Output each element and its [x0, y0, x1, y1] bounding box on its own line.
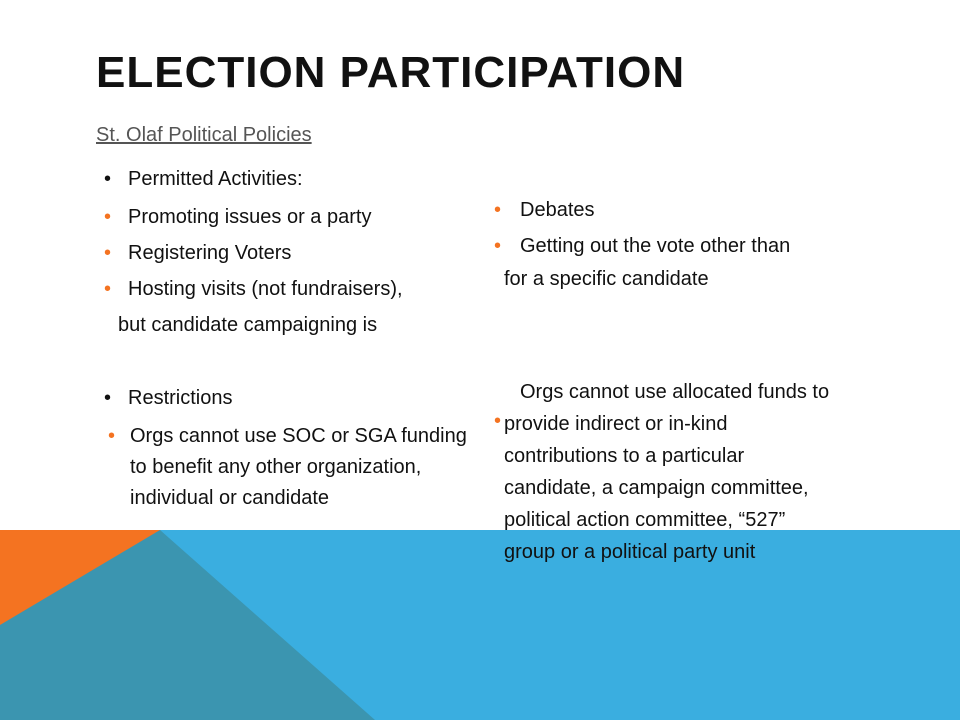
bullet-icon: •	[104, 206, 112, 228]
page-title: ELECTION PARTICIPATION	[96, 48, 686, 97]
restriction-item-left: • Orgs cannot use SOC or SGA funding to benefit any other organization, individual or candidate	[108, 421, 478, 514]
list-item: • Registering Voters	[104, 238, 484, 268]
bullet-icon: •	[104, 278, 112, 300]
bullet-icon: •	[104, 242, 112, 264]
bullet-icon: •	[494, 199, 502, 221]
bullet-icon: •	[104, 168, 112, 190]
restrictions-heading: • Restrictions	[104, 383, 484, 413]
bullet-icon: •	[108, 425, 116, 447]
bullet-icon: •	[494, 410, 502, 432]
bullet-icon: •	[494, 235, 502, 257]
bullet-icon: •	[104, 387, 112, 409]
list-item: • Hosting visits (not fundraisers),	[104, 274, 494, 304]
subtitle-link[interactable]: St. Olaf Political Policies	[96, 124, 312, 146]
list-item-continuation: but candidate campaigning is	[118, 314, 378, 336]
permitted-heading: • Permitted Activities:	[104, 164, 484, 194]
list-item: • Getting out the vote other than	[494, 231, 894, 261]
restriction-item-right: • Orgs cannot use allocated funds to provide indirect or in-kind contributions to a particular candidate, a campaign committee, political action committee, “527” group or a political party unit	[494, 381, 830, 563]
list-item: • Debates	[494, 195, 874, 225]
list-item: • Promoting issues or a party	[104, 202, 484, 232]
list-item-continuation: for a specific candidate	[504, 268, 709, 290]
